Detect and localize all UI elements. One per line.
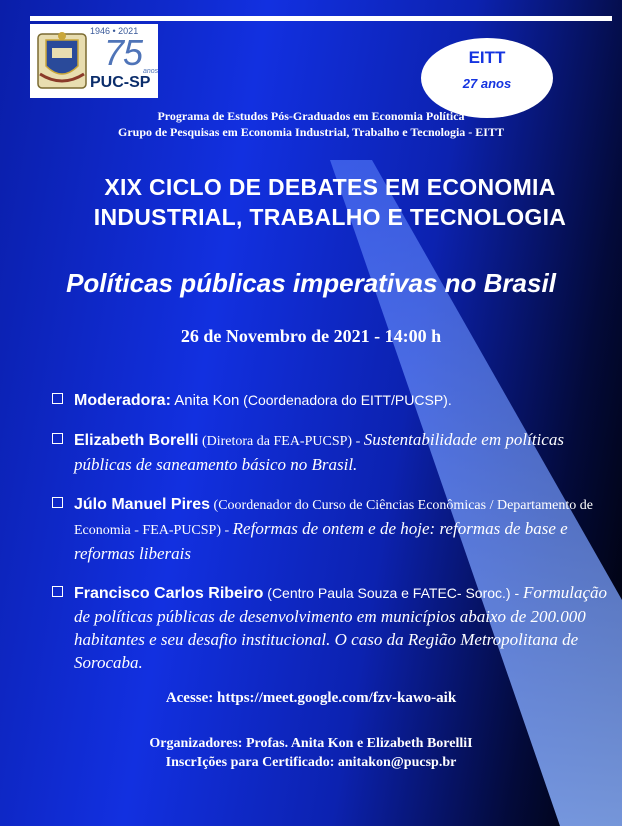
badge-subtitle: 27 anos [462,76,512,91]
logo-anos: anos [143,68,159,75]
talk-title: Formulação de políticas públicas de desenvolvimento em municípios abaixo de 200.000 habitantes e seu desafio institucional. O caso da Região Metropolitana de Sorocaba. [74,583,608,672]
speaker-role: (Centro Paula Souza e FATEC- Soroc.) - [263,585,524,601]
eitt-badge [421,38,553,118]
program-header [0,108,622,140]
meeting-link[interactable]: Acesse: https://meet.google.com/fzv-kawo-aik [165,690,457,706]
top-rule [30,16,612,21]
organizers [0,734,622,772]
speaker-item [52,492,612,565]
speaker-name: Francisco Carlos Ribeiro [74,585,264,602]
speaker-item [52,388,612,412]
cycle-line-1: XIX CICLO DE DEBATES EM ECONOMIA [104,174,556,200]
program-line-2: Grupo de Pesquisas em Economia Industrial, Trabalho e Tecnologia - EITT [118,125,504,139]
cycle-title [80,172,580,232]
event-date: 26 de Novembro de 2021 - 14:00 h [180,326,442,346]
program-line-1: Programa de Estudos Pós-Graduados em Economia Política [157,109,465,123]
talk-title: Reformas de ontem e de hoje: reformas de base e reformas liberais [74,519,568,563]
talk-title: Sustentabilidade em políticas públicas de saneamento básico no Brasil. [74,430,564,474]
checkbox-bullet-icon [52,393,63,404]
registration-email[interactable]: InscrIções para Certificado: anitakon@pucsp.br [165,755,457,770]
logo-name: PUC-SP [90,74,151,91]
logo-years: 1946 • 2021 [90,26,139,36]
puc-sp-75-logo [30,24,158,98]
university-seal-icon [36,30,88,90]
speaker-role: (Diretora da FEA-PUCSP) - [198,434,364,449]
speaker-role: (Coordenador do Curso de Ciências Econômicas / Departamento de Economia - FEA-PUCSP) - [74,498,593,538]
checkbox-bullet-icon [52,433,63,444]
badge-title: EITT [468,48,506,67]
speaker-list [52,388,612,690]
checkbox-bullet-icon [52,586,63,597]
speaker-extra: Anita Kon [170,392,240,409]
speaker-name: Moderadora: [74,392,171,409]
speaker-role: (Coordenadora do EITT/PUCSP). [239,392,452,408]
checkbox-bullet-icon [52,497,63,508]
cycle-line-2: INDUSTRIAL, TRABALHO E TECNOLOGIA [93,204,567,230]
speaker-item [52,428,612,476]
event-theme: Políticas públicas imperativas no Brasil [66,268,556,298]
speaker-name: Elizabeth Borelli [74,432,199,449]
organizers-names: Organizadores: Profas. Anita Kon e Elizabeth BorelliI [149,736,473,751]
speaker-item [52,581,612,674]
logo-number: 75 [104,32,143,73]
speaker-name: Júlo Manuel Pires [74,496,211,513]
